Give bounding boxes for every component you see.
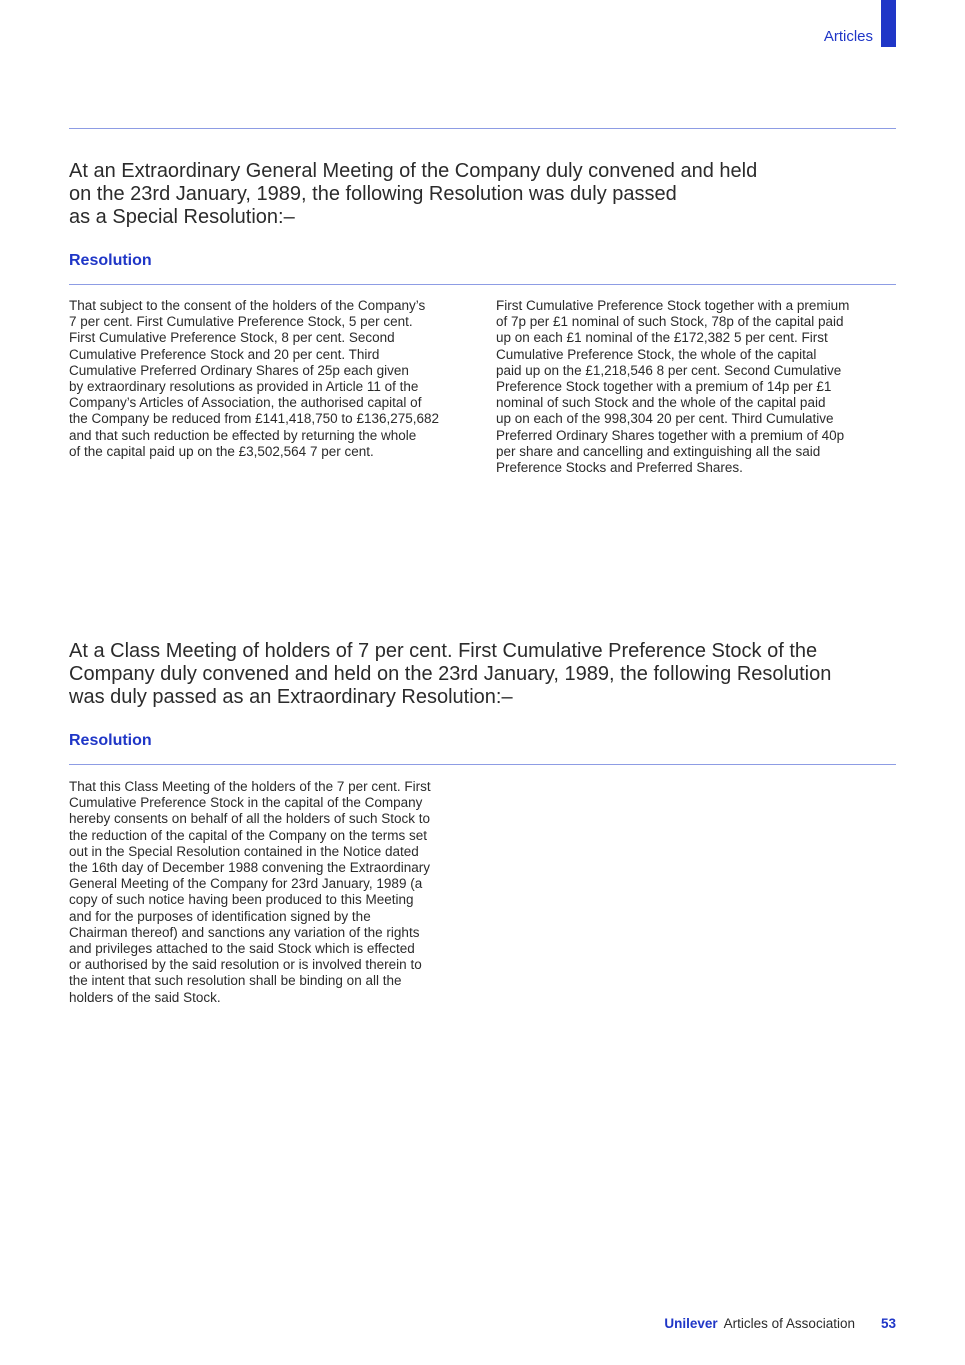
text-line: Company’s Articles of Association, the authorised capital of [69, 395, 422, 411]
text-line: nominal of such Stock and the whole of the capital paid [496, 395, 826, 411]
section1-right-column [496, 298, 849, 476]
text-line: and that such reduction be effected by returning the whole [69, 427, 417, 443]
text-line: Preference Stock together with a premium of 14p per £1 [496, 379, 832, 395]
text-line: Cumulative Preference Stock in the capital of the Company [69, 795, 423, 811]
heading-line: was duly passed as an Extraordinary Resolution:– [69, 686, 513, 708]
text-line: of the capital paid up on the £3,502,564 7 per cent. [69, 443, 374, 459]
text-line: per share and cancelling and extinguishing all the said [496, 443, 821, 459]
text-line: hereby consents on behalf of all the holders of such Stock to [69, 811, 430, 827]
section-accent-bar [881, 0, 896, 47]
heading-line: At a Class Meeting of holders of 7 per cent. First Cumulative Preference Stock of the [69, 640, 818, 662]
section2-subheading: Resolution [69, 732, 152, 749]
text-line: copy of such notice having been produced to this Meeting [69, 892, 414, 908]
heading-line: Company duly convened and held on the 23rd January, 1989, the following Resolution [69, 663, 832, 685]
text-line: First Cumulative Preference Stock, 8 per cent. Second [69, 330, 395, 346]
text-line: or authorised by the said resolution or is involved therein to [69, 957, 422, 973]
section2-heading [69, 640, 831, 709]
heading-line: At an Extraordinary General Meeting of the Company duly convened and held [69, 160, 758, 182]
text-line: 7 per cent. First Cumulative Preference Stock, 5 per cent. [69, 314, 413, 330]
footer-document-title: Articles of Association [723, 1316, 855, 1331]
section1-heading [69, 160, 757, 229]
text-line: That subject to the consent of the holders of the Company’s [69, 298, 426, 313]
text-line: Cumulative Preferred Ordinary Shares of 25p each given [69, 362, 409, 378]
text-line: the Company be reduced from £141,418,750 to £136,275,682 [69, 411, 440, 427]
page-footer [664, 1316, 896, 1331]
text-line: Chairman thereof) and sanctions any variation of the rights [69, 924, 420, 940]
heading-line: on the 23rd January, 1989, the following Resolution was duly passed [69, 183, 677, 205]
text-line: up on each £1 nominal of the £172,382 5 per cent. First [496, 330, 828, 346]
section1-subheading-divider [69, 284, 896, 285]
text-line: and for the purposes of identification signed by the [69, 908, 371, 924]
text-line: General Meeting of the Company for 23rd January, 1989 (a [69, 876, 423, 892]
text-line: That this Class Meeting of the holders of the 7 per cent. First [69, 779, 431, 794]
section1-top-divider [69, 128, 896, 129]
footer-brand: Unilever [664, 1316, 718, 1331]
text-line: the reduction of the capital of the Company on the terms set [69, 827, 427, 843]
text-line: the 16th day of December 1988 convening the Extraordinary [69, 860, 430, 876]
text-line: up on each of the 998,304 20 per cent. Third Cumulative [496, 411, 834, 427]
text-line: paid up on the £1,218,546 8 per cent. Second Cumulative [496, 362, 842, 378]
text-line: the intent that such resolution shall be binding on all the [69, 973, 402, 989]
text-line: and privileges attached to the said Stock which is effected [69, 941, 415, 957]
section1-subheading: Resolution [69, 252, 152, 269]
text-line: Preferred Ordinary Shares together with a premium of 40p [496, 427, 845, 443]
text-line: Preference Stocks and Preferred Shares. [496, 460, 743, 476]
text-line: out in the Special Resolution contained in the Notice dated [69, 843, 419, 859]
heading-line: as a Special Resolution:– [69, 206, 295, 228]
section1-left-column [69, 298, 439, 460]
text-line: holders of the said Stock. [69, 989, 221, 1005]
text-line: First Cumulative Preference Stock together with a premium [496, 298, 850, 313]
text-line: by extraordinary resolutions as provided in Article 11 of the [69, 379, 419, 395]
section-label: Articles [823, 28, 873, 45]
page-number: 53 [880, 1316, 896, 1331]
section2-body [69, 779, 431, 1006]
section2-subheading-divider [69, 764, 896, 765]
text-line: Cumulative Preference Stock, the whole of the capital [496, 346, 817, 362]
text-line: Cumulative Preference Stock and 20 per cent. Third [69, 346, 380, 362]
text-line: of 7p per £1 nominal of such Stock, 78p of the capital paid [496, 314, 844, 330]
